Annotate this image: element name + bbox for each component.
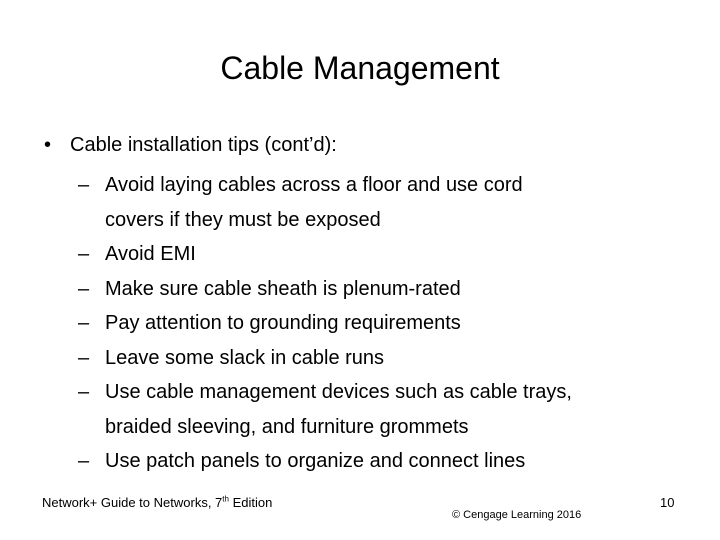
footer-book-superscript: th — [222, 494, 229, 504]
main-bullet — [44, 130, 337, 160]
sub-bullet-text: Make sure cable sheath is plenum-rated — [105, 277, 461, 300]
sub-bullet-item — [78, 306, 678, 341]
dash-marker: – — [78, 243, 90, 265]
sub-bullet-text — [105, 168, 678, 237]
sub-bullet-item — [78, 237, 678, 272]
sub-bullet-text: Use patch panels to organize and connect lines — [105, 450, 526, 472]
sub-bullet-text: Pay attention to grounding requirements — [105, 312, 461, 334]
sub-bullet-line: braided sleeving, and furniture grommets — [105, 415, 469, 438]
sub-bullet-text — [105, 375, 678, 444]
dash-marker: – — [78, 450, 90, 472]
slide-title: Cable Management — [220, 50, 500, 86]
main-bullet-text: Cable installation tips (cont’d): — [70, 134, 337, 156]
dash-marker: – — [78, 381, 90, 403]
sub-bullet-text: Leave some slack in cable runs — [105, 346, 385, 369]
sub-bullet-line: Use cable management devices such as cable trays, — [105, 381, 572, 403]
footer-book-suffix: Edition — [228, 495, 273, 510]
footer-book-prefix: Network+ Guide to Networks, 7 — [42, 495, 223, 510]
footer-copyright: © Cengage Learning 2016 — [452, 509, 582, 521]
page-number: 10 — [660, 495, 675, 510]
sub-bullet-item — [78, 341, 678, 376]
sub-bullet-item — [78, 272, 678, 307]
bullet-marker: • — [44, 134, 52, 156]
sub-bullet-item — [78, 168, 678, 237]
dash-marker: – — [78, 346, 90, 369]
sub-bullet-line: covers if they must be exposed — [105, 208, 381, 231]
dash-marker: – — [78, 312, 90, 334]
dash-marker: – — [78, 174, 90, 196]
dash-marker: – — [78, 277, 90, 300]
sub-bullet-item — [78, 444, 678, 479]
sub-bullet-item — [78, 375, 678, 444]
footer-book-title — [42, 495, 272, 511]
sub-bullet-list — [78, 168, 678, 479]
sub-bullet-text: Avoid EMI — [105, 243, 196, 265]
sub-bullet-line: Avoid laying cables across a floor and use cord — [105, 174, 523, 196]
